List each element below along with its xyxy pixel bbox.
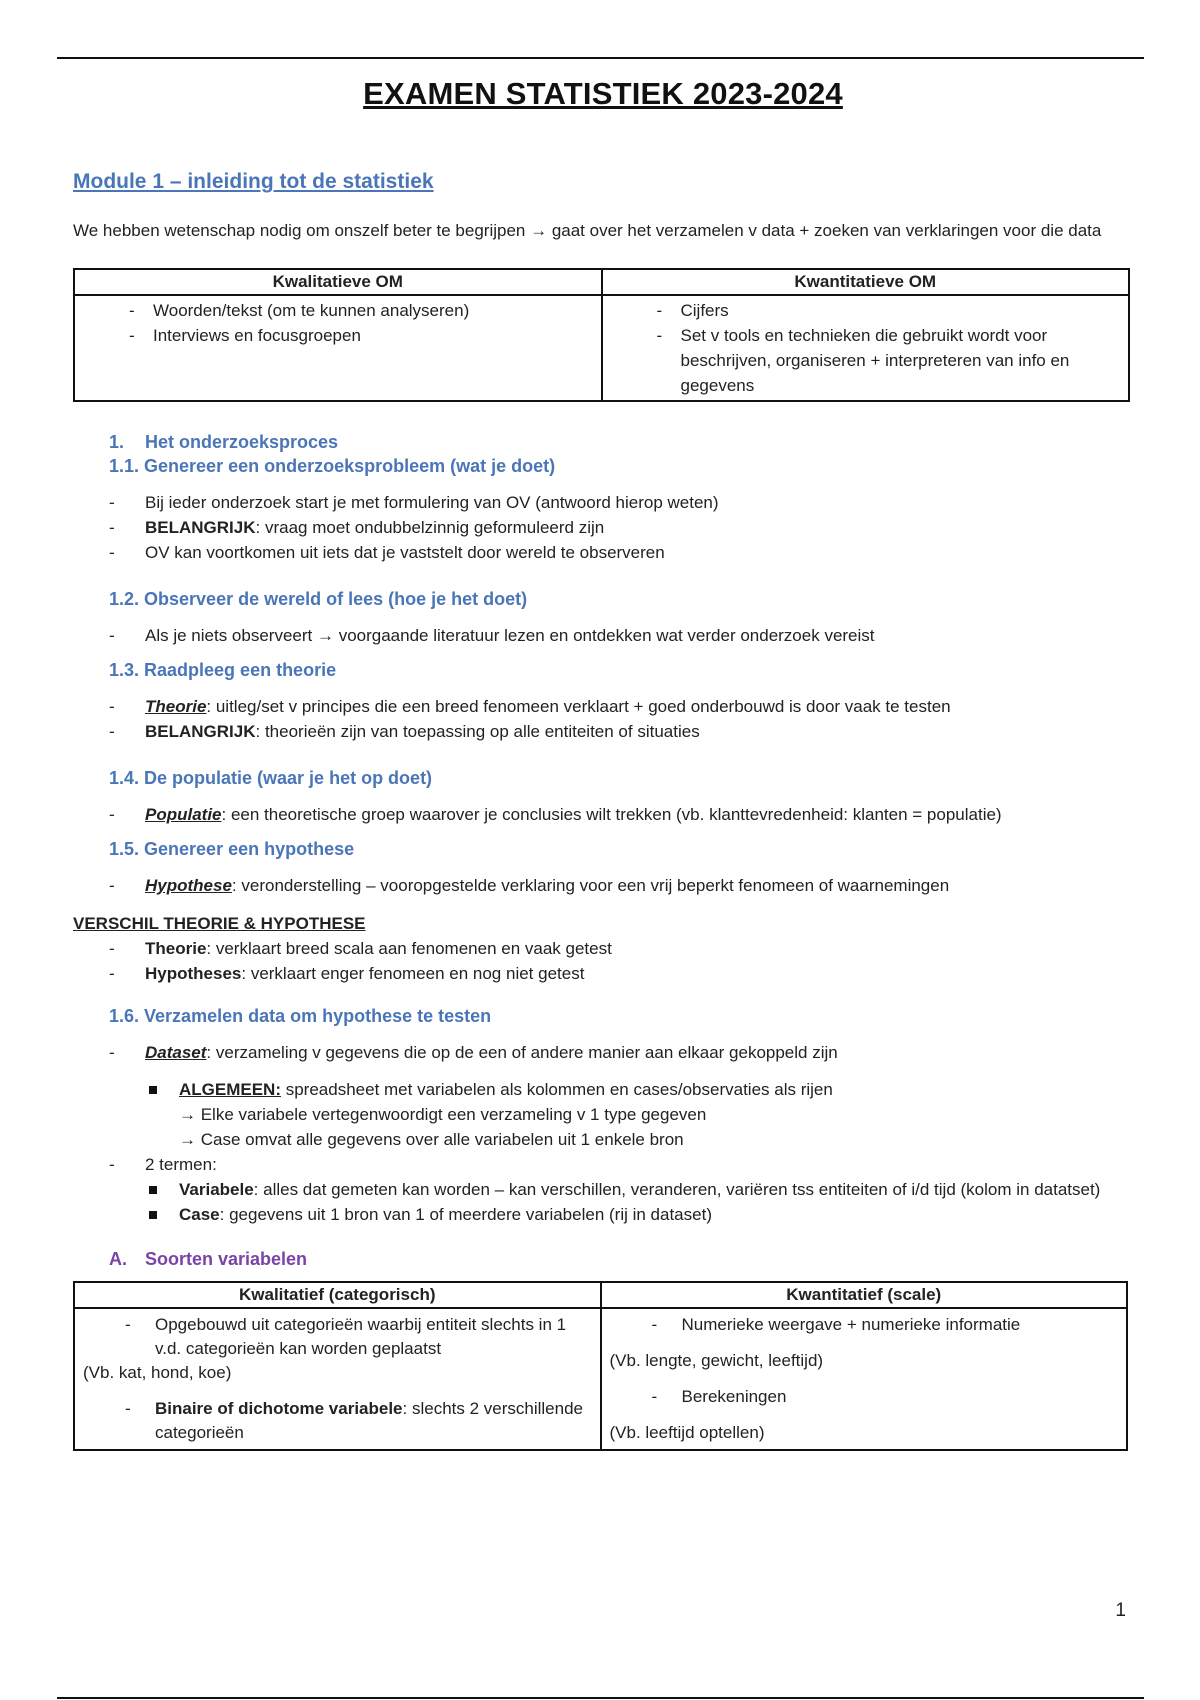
var-example: (Vb. kat, hond, koe) bbox=[83, 1363, 232, 1382]
list-1-6 bbox=[73, 1040, 1133, 1227]
item-text: : veronderstelling – vooropgestelde verklaring voor een vrij beperkt fenomeen of waarnemingen bbox=[231, 876, 950, 895]
bold-term: Theorie bbox=[145, 939, 207, 958]
bold-term: Variabele bbox=[179, 1180, 254, 1199]
term-dataset: Dataset bbox=[145, 1043, 207, 1062]
item-text: : verklaart enger fenomeen en nog niet getest bbox=[241, 964, 585, 983]
arrow-line: → Elke variabele vertegenwoordigt een verzameling v 1 type gegeven bbox=[179, 1105, 707, 1124]
var-header-kwalitatief: Kwalitatief (categorisch) bbox=[74, 1282, 601, 1308]
list-1-4 bbox=[73, 802, 1133, 827]
document-title: EXAMEN STATISTIEK 2023-2024 bbox=[363, 76, 843, 111]
var-header-kwantitatief: Kwantitatief (scale) bbox=[601, 1282, 1128, 1308]
list-item bbox=[73, 961, 1133, 986]
om-header-kwantitatief: Kwantitatieve OM bbox=[602, 269, 1130, 295]
list-item bbox=[73, 515, 1133, 540]
list-item bbox=[73, 694, 1133, 719]
bottom-rule bbox=[57, 1697, 1144, 1699]
list-1-1 bbox=[73, 490, 1133, 565]
var-example: (Vb. leeftijd optellen) bbox=[609, 1423, 765, 1442]
om-item: - Interviews en focusgroepen bbox=[83, 323, 593, 348]
square-item bbox=[145, 1177, 1133, 1202]
list-item bbox=[73, 1152, 1133, 1227]
bold-term: BELANGRIJK bbox=[145, 722, 256, 741]
om-table bbox=[73, 268, 1130, 402]
bold-term: Hypotheses bbox=[145, 964, 242, 983]
heading-1-2: 1.2. Observeer de wereld of lees (hoe je het doet) bbox=[109, 589, 528, 609]
list-item: - Bij ieder onderzoek start je met formulering van OV (antwoord hierop weten) bbox=[73, 490, 1133, 515]
section-1-6 bbox=[73, 1004, 1133, 1028]
list-item bbox=[73, 873, 1133, 898]
intro-paragraph: We hebben wetenschap nodig om onszelf beter te begrijpen → gaat over het verzamelen v data + zoeken van verklaringen voor die data bbox=[73, 221, 1102, 240]
om-item: - Set v tools en technieken die gebruikt wordt voor beschrijven, organiseren + interpreteren van info en gegevens bbox=[611, 323, 1121, 398]
variabelen-table bbox=[73, 1281, 1128, 1451]
bold-term: BELANGRIJK bbox=[145, 518, 256, 537]
list-verschil bbox=[73, 936, 1133, 986]
list-item: - Als je niets observeert → voorgaande literatuur lezen en ontdekken wat verder onderzoek vereist bbox=[73, 623, 1133, 648]
item-text: : alles dat gemeten kan worden – kan verschillen, veranderen, variëren tss entiteiten of i/d tijd (kolom in datatset) bbox=[253, 1180, 1101, 1199]
item-text: 2 termen: bbox=[145, 1155, 217, 1174]
heading-1-6: 1.6. Verzamelen data om hypothese te testen bbox=[109, 1006, 492, 1026]
om-cell-kwantitatief bbox=[602, 295, 1130, 401]
document-page bbox=[73, 76, 1133, 1451]
list-item bbox=[73, 936, 1133, 961]
item-text: : verzameling v gegevens die op de een of andere manier aan elkaar gekoppeld zijn bbox=[206, 1043, 838, 1062]
heading-1 bbox=[109, 430, 1133, 454]
var-cell-kwalitatief bbox=[74, 1308, 601, 1450]
om-item: - Woorden/tekst (om te kunnen analyseren) bbox=[83, 298, 593, 323]
section-1-3 bbox=[73, 658, 1133, 682]
list-1-2 bbox=[73, 623, 1133, 648]
bold-term: Binaire of dichotome variabele bbox=[155, 1399, 403, 1418]
item-text: : theorieën zijn van toepassing op alle entiteiten of situaties bbox=[255, 722, 700, 741]
arrow-line: → Case omvat alle gegevens over alle variabelen uit 1 enkele bron bbox=[179, 1130, 684, 1149]
list-item: - OV kan voortkomen uit iets dat je vaststelt door wereld te observeren bbox=[73, 540, 1133, 565]
heading-1-3: 1.3. Raadpleeg een theorie bbox=[109, 660, 337, 680]
heading-1-1: 1.1. Genereer een onderzoeksprobleem (wat je doet) bbox=[109, 456, 556, 476]
top-rule bbox=[57, 57, 1144, 59]
list-1-3 bbox=[73, 694, 1133, 744]
item-text: : uitleg/set v principes die een breed fenomeen verklaart + goed onderbouwd is door vaak te testen bbox=[206, 697, 951, 716]
term-theorie: Theorie bbox=[145, 697, 207, 716]
sublist-termen bbox=[145, 1177, 1133, 1227]
bold-term: Case bbox=[179, 1205, 220, 1224]
module-title: Module 1 – inleiding tot de statistiek bbox=[73, 170, 434, 193]
section-1-5 bbox=[73, 837, 1133, 861]
var-item: - Berekeningen bbox=[610, 1385, 1119, 1409]
var-example: (Vb. lengte, gewicht, leeftijd) bbox=[609, 1351, 824, 1370]
item-text: : slechts 2 verschillende categorieën bbox=[155, 1399, 583, 1442]
verschil-heading: VERSCHIL THEORIE & HYPOTHESE bbox=[73, 914, 366, 933]
list-1-5 bbox=[73, 873, 1133, 898]
item-text: : verklaart breed scala aan fenomenen en vaak getest bbox=[206, 939, 612, 958]
heading-1-4: 1.4. De populatie (waar je het op doet) bbox=[109, 768, 433, 788]
page-number: 1 bbox=[1115, 1600, 1126, 1621]
section-onderzoeksproces bbox=[73, 430, 1133, 478]
var-item: - Numerieke weergave + numerieke informatie bbox=[610, 1313, 1119, 1337]
om-item: - Cijfers bbox=[611, 298, 1121, 323]
heading-a bbox=[109, 1247, 1133, 1271]
list-item bbox=[73, 1040, 1133, 1152]
square-item bbox=[145, 1077, 1133, 1152]
heading-1-5: 1.5. Genereer een hypothese bbox=[109, 839, 355, 859]
om-cell-kwalitatief bbox=[74, 295, 602, 401]
term-hypothese: Hypothese bbox=[145, 876, 232, 895]
item-text: : gegevens uit 1 bron van 1 of meerdere variabelen (rij in dataset) bbox=[219, 1205, 712, 1224]
heading-number: A. bbox=[109, 1249, 127, 1269]
heading-number: 1. bbox=[109, 432, 125, 452]
item-text: : een theoretische groep waarover je conclusies wilt trekken (vb. klanttevredenheid: klanten = populatie) bbox=[221, 805, 1002, 824]
var-item: - Opgebouwd uit categorieën waarbij entiteit slechts in 1 v.d. categorieën kan worden geplaatst bbox=[83, 1313, 592, 1361]
section-1-4 bbox=[73, 766, 1133, 790]
term-populatie: Populatie bbox=[145, 805, 222, 824]
bold-term: ALGEMEEN: bbox=[179, 1080, 281, 1099]
item-text: spreadsheet met variabelen als kolommen en cases/observaties als rijen bbox=[281, 1080, 833, 1099]
item-text: : vraag moet ondubbelzinnig geformuleerd zijn bbox=[255, 518, 605, 537]
var-cell-kwantitatief bbox=[601, 1308, 1128, 1450]
section-1-2 bbox=[73, 587, 1133, 611]
list-item bbox=[73, 719, 1133, 744]
heading-text: Soorten variabelen bbox=[145, 1249, 308, 1269]
var-item bbox=[83, 1397, 592, 1445]
om-header-kwalitatief: Kwalitatieve OM bbox=[74, 269, 602, 295]
sublist-dataset bbox=[145, 1077, 1133, 1152]
heading-text: Het onderzoeksproces bbox=[145, 432, 339, 452]
square-item bbox=[145, 1202, 1133, 1227]
list-item bbox=[73, 802, 1133, 827]
